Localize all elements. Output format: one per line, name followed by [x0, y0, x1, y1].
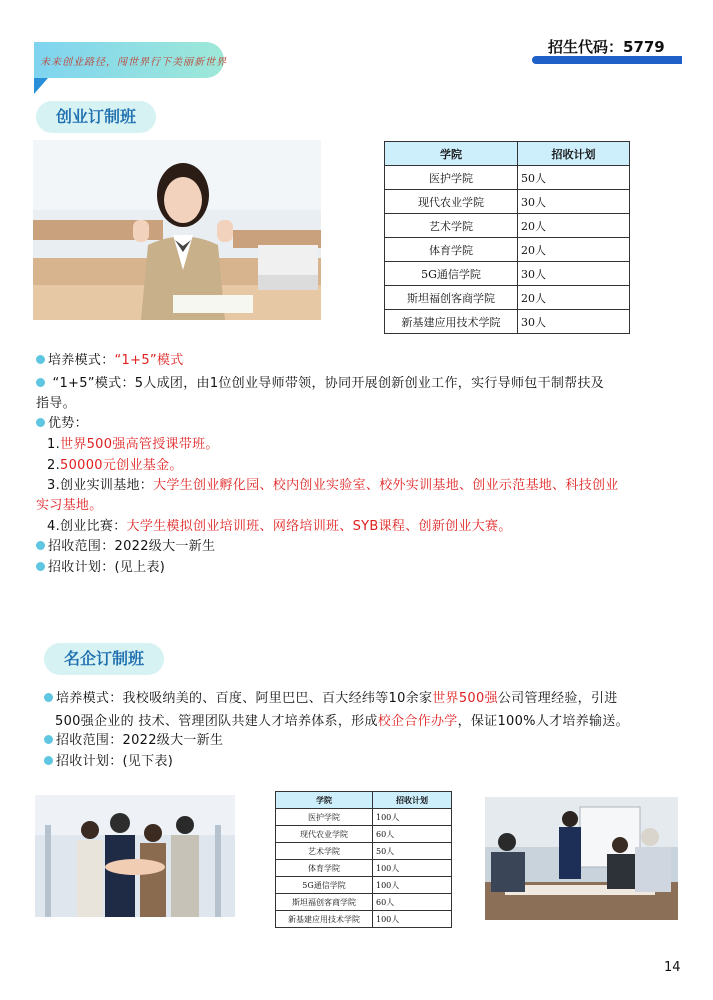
- mode-value: “1+5”模式: [114, 353, 184, 368]
- enterprise-mode-line2: [55, 710, 629, 729]
- cell-plan: 20人: [518, 214, 630, 238]
- advantage-4-label: 4.创业比赛：: [47, 519, 127, 534]
- enrollment-scope: [36, 535, 215, 554]
- cell-plan: 60人: [373, 826, 452, 843]
- table-row: [385, 166, 630, 190]
- header-college: 学院: [276, 792, 373, 809]
- advantage-4: [47, 515, 512, 534]
- bullet-icon: [36, 355, 45, 364]
- table-row: [276, 860, 452, 877]
- slogan-text: 未来创业路径，闯世界行下美丽新世界: [40, 57, 227, 68]
- cell-plan: 20人: [518, 238, 630, 262]
- bullet-icon: [36, 378, 45, 387]
- table-header-row: [276, 792, 452, 809]
- advantage-2-number: 2.: [47, 458, 61, 473]
- enrollment-scope-text: 招收范围：2022级大一新生: [48, 539, 216, 554]
- table-row: [276, 911, 452, 928]
- table-row: [385, 190, 630, 214]
- admission-code-bar: [532, 56, 682, 64]
- advantage-1-number: 1.: [47, 437, 61, 452]
- enterprise-line2-highlight: 校企合作办学: [377, 714, 458, 729]
- enterprise-line2-text: 500强企业的 技术、管理团队共建人才培养体系，形成: [55, 714, 378, 729]
- cell-plan: 30人: [518, 190, 630, 214]
- table-row: [385, 238, 630, 262]
- table-row: [276, 894, 452, 911]
- cell-college: 现代农业学院: [385, 190, 518, 214]
- cell-plan: 100人: [373, 809, 452, 826]
- advantage-4-text: 大学生模拟创业培训班、网络培训班、SYB课程、创新创业大赛。: [126, 519, 512, 534]
- cell-college: 斯坦福创客商学院: [276, 894, 373, 911]
- cell-plan: 20人: [518, 286, 630, 310]
- advantage-1-text: 世界500强高管授课带班。: [60, 437, 219, 452]
- table-row: [276, 826, 452, 843]
- mode-label: 培养模式：: [48, 353, 115, 368]
- advantage-3-text: 大学生创业孵化园、校内创业实验室、校外实训基地、创业示范基地、科技创业: [153, 478, 619, 493]
- advantages-label: 优势：: [48, 416, 88, 431]
- cell-plan: 100人: [373, 911, 452, 928]
- table-row: [385, 286, 630, 310]
- header-plan: 招收计划: [373, 792, 452, 809]
- section-title-enterprise: 名企订制班: [44, 643, 164, 675]
- enterprise-scope-text: 招收范围：2022级大一新生: [56, 733, 224, 748]
- enterprise-line2-suffix: ，保证100%人才培养输送。: [457, 714, 629, 729]
- cell-plan: 30人: [518, 262, 630, 286]
- enterprise-training-mode: [44, 687, 618, 706]
- header-plan: 招收计划: [518, 142, 630, 166]
- header-college: 学院: [385, 142, 518, 166]
- enterprise-plan-table: [275, 791, 452, 928]
- cell-college: 艺术学院: [385, 214, 518, 238]
- cell-college: 新基建应用技术学院: [276, 911, 373, 928]
- cell-college: 新基建应用技术学院: [385, 310, 518, 334]
- enterprise-plan-text: 招收计划：(见下表): [56, 754, 174, 769]
- bullet-icon: [44, 756, 53, 765]
- table-row: [276, 809, 452, 826]
- cell-college: 体育学院: [276, 860, 373, 877]
- section-title-entrepreneurship: 创业订制班: [36, 101, 156, 133]
- mode-description-line2: 指导。: [36, 396, 76, 411]
- cell-plan: 50人: [518, 166, 630, 190]
- table-row: [276, 843, 452, 860]
- enterprise-mode-text: 培养模式：我校吸纳美的、百度、阿里巴巴、百大经纬等10余家: [56, 691, 433, 706]
- photo-business-team: [35, 795, 235, 917]
- cell-college: 5G通信学院: [385, 262, 518, 286]
- enrollment-plan: [36, 556, 165, 575]
- table-row: [385, 310, 630, 334]
- table-row: [385, 262, 630, 286]
- advantages-heading: [36, 412, 88, 431]
- cell-college: 医护学院: [276, 809, 373, 826]
- bullet-icon: [36, 418, 45, 427]
- page-number: 14: [664, 960, 681, 975]
- enrollment-plan-text: 招收计划：(见上表): [48, 560, 166, 575]
- cell-plan: 100人: [373, 860, 452, 877]
- cell-plan: 50人: [373, 843, 452, 860]
- enterprise-mode-suffix: 公司管理经验，引进: [497, 691, 618, 706]
- cell-college: 斯坦福创客商学院: [385, 286, 518, 310]
- advantage-3-text-line2: 实习基地。: [36, 498, 103, 513]
- table-row: [385, 214, 630, 238]
- training-mode: [36, 349, 184, 368]
- advantage-3-label: 3.创业实训基地：: [47, 478, 154, 493]
- table-row: [276, 877, 452, 894]
- enterprise-plan: [44, 750, 173, 769]
- mode-description: [36, 372, 604, 391]
- cell-college: 艺术学院: [276, 843, 373, 860]
- bullet-icon: [44, 693, 53, 702]
- bullet-icon: [36, 541, 45, 550]
- cell-college: 现代农业学院: [276, 826, 373, 843]
- table-header-row: [385, 142, 630, 166]
- cell-college: 医护学院: [385, 166, 518, 190]
- advantage-2-text: 50000元创业基金。: [60, 458, 183, 473]
- cell-college: 5G通信学院: [276, 877, 373, 894]
- cell-plan: 60人: [373, 894, 452, 911]
- advantage-1: [47, 433, 219, 452]
- enterprise-mode-highlight: 世界500强: [432, 691, 498, 706]
- bullet-icon: [44, 735, 53, 744]
- entrepreneurship-plan-table: [384, 141, 630, 334]
- mode-description-line1: “1+5”模式：5人成团，由1位创业导师带领，协同开展创新创业工作，实行导师包干制帮扶及: [52, 376, 605, 391]
- enterprise-scope: [44, 729, 223, 748]
- advantage-2: [47, 454, 183, 473]
- photo-student-classroom: [33, 140, 321, 320]
- cell-plan: 30人: [518, 310, 630, 334]
- cell-plan: 100人: [373, 877, 452, 894]
- advantage-3: [47, 474, 619, 493]
- cell-college: 体育学院: [385, 238, 518, 262]
- bullet-icon: [36, 562, 45, 571]
- admission-code: 招生代码：5779: [548, 38, 665, 56]
- photo-meeting: [485, 797, 678, 920]
- banner-corner: [34, 78, 48, 94]
